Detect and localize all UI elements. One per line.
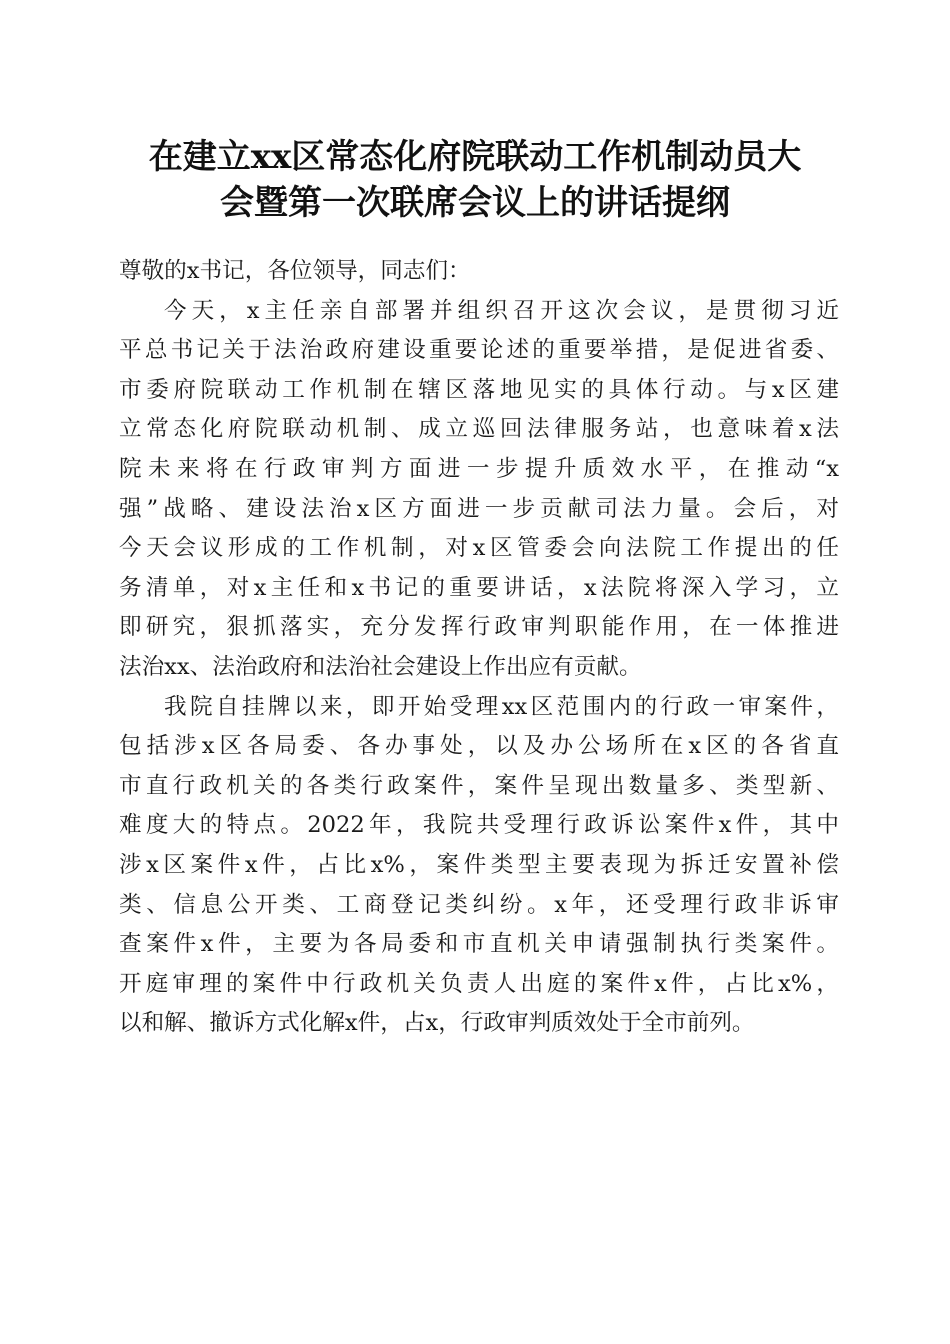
salutation-text: 尊敬的x书记，各位领导，同志们： <box>119 258 471 284</box>
paragraph-line: 今天，x主任亲自部署并组织召开这次会议，是贯彻习近 <box>164 297 839 324</box>
paragraph-line: 以和解、撤诉方式化解x件，占x，行政审判质效处于全市前列。 <box>119 1010 755 1037</box>
title-line-2: 会暨第一次联席会议上的讲话提纲 <box>220 183 730 223</box>
paragraph-line: 市委府院联动工作机制在辖区落地见实的具体行动。与x区建 <box>119 376 839 403</box>
paragraph-line: 院未来将在行政审判方面进一步提升质效水平，在推动“x <box>119 455 839 482</box>
document-title <box>100 134 850 226</box>
paragraph-line: 强”战略、建设法治x区方面进一步贡献司法力量。会后，对 <box>119 495 839 522</box>
title-line-1: 在建立xx区常态化府院联动工作机制动员大 <box>148 137 802 177</box>
paragraph-line: 查案件x件，主要为各局委和市直机关申请强制执行类案件。 <box>119 931 839 958</box>
salutation <box>119 252 839 292</box>
paragraph-1 <box>119 292 839 688</box>
paragraph-line: 我院自挂牌以来，即开始受理xx区范围内的行政一审案件， <box>164 693 839 720</box>
paragraph-line: 今天会议形成的工作机制，对x区管委会向法院工作提出的任 <box>119 535 839 562</box>
paragraph-line: 市直行政机关的各类行政案件，案件呈现出数量多、类型新、 <box>119 772 839 799</box>
paragraph-line: 即研究，狠抓落实，充分发挥行政审判职能作用，在一体推进 <box>119 614 839 641</box>
paragraph-line: 法治xx、法治政府和法治社会建设上作出应有贡献。 <box>119 653 642 680</box>
paragraph-line: 包括涉x区各局委、各办事处，以及办公场所在x区的各省直 <box>119 733 839 760</box>
document-body <box>119 252 839 1044</box>
paragraph-line: 立常态化府院联动机制、成立巡回法律服务站，也意味着x法 <box>119 416 839 443</box>
paragraph-line: 难度大的特点。2022年，我院共受理行政诉讼案件x件，其中 <box>119 812 839 839</box>
paragraph-line: 开庭审理的案件中行政机关负责人出庭的案件x件，占比x%， <box>119 970 839 997</box>
paragraph-line: 务清单，对x主任和x书记的重要讲话，x法院将深入学习，立 <box>119 574 839 601</box>
paragraph-line: 平总书记关于法治政府建设重要论述的重要举措，是促进省委、 <box>119 337 839 364</box>
paragraph-2 <box>119 688 839 1044</box>
paragraph-line: 涉x区案件x件，占比x%，案件类型主要表现为拆迁安置补偿 <box>119 851 839 878</box>
paragraph-line: 类、信息公开类、工商登记类纠纷。x年，还受理行政非诉审 <box>119 891 839 918</box>
